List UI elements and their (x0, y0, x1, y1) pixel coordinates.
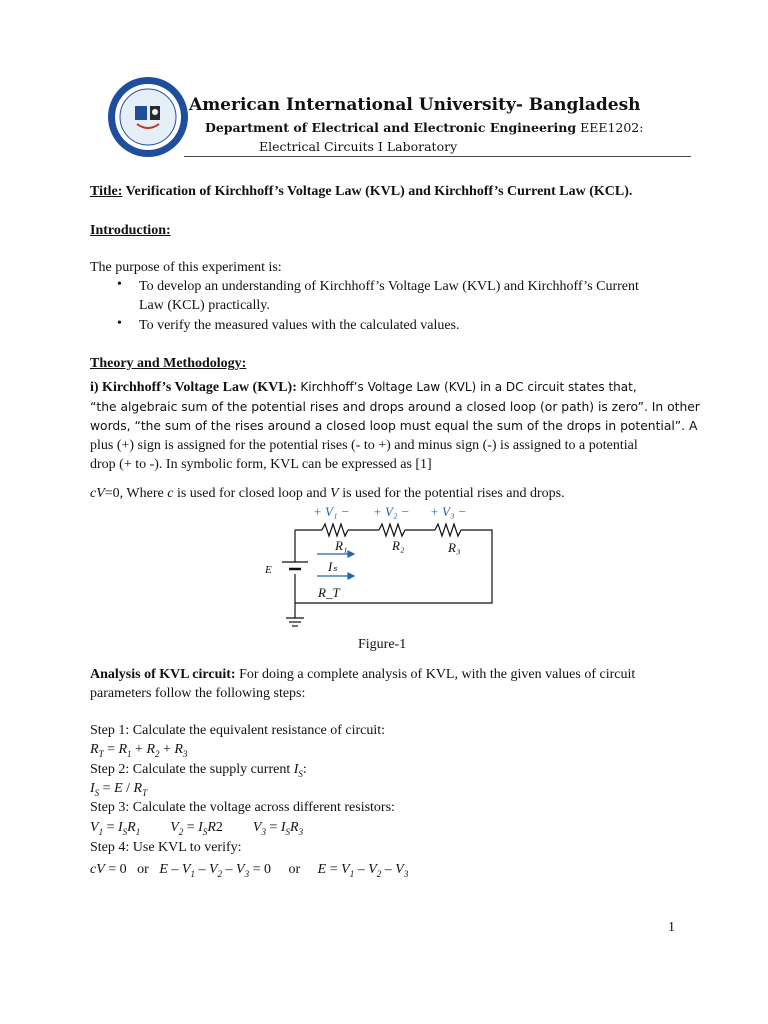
bullet-1-line-1: To develop an understanding of Kirchhoff’s Voltage Law (KVL) and Kirchhoff’s Current (139, 279, 639, 294)
step-2-colon: : (302, 762, 307, 777)
document-title (90, 182, 690, 201)
bullet-dot: • (117, 277, 122, 292)
kvl-line-1 (90, 378, 690, 397)
formula-rest-3: is used for the potential rises and drops. (338, 486, 565, 501)
introduction-heading: Introduction: (90, 223, 171, 238)
title-label: Title: (90, 184, 123, 199)
step-4: Step 4: Use KVL to verify: (90, 840, 242, 855)
page-number: 1 (668, 920, 675, 935)
or-2: or (288, 862, 301, 877)
figure-caption: Figure-1 (358, 637, 407, 652)
department-name: Department of Electrical and Electronic Engineering (205, 120, 577, 135)
kvl-label: i) Kirchhoff’s Voltage Law (KVL): (90, 380, 297, 395)
kvl-line-5: drop (+ to -). In symbolic form, KVL can be expressed as [1] (90, 457, 432, 472)
kvl-line-4: plus (+) sign is assigned for the potential rises (- to +) and minus sign (-) is assigned to a potential (90, 438, 638, 453)
introduction-lead: The purpose of this experiment is: (90, 260, 282, 275)
kvl-circuit-diagram (260, 500, 510, 630)
r3-label: R₃ (448, 540, 461, 555)
e-label: E (265, 564, 272, 576)
department-line (205, 120, 643, 135)
formula-cv: cV (90, 486, 105, 501)
formula-rest-1: =0, Where (104, 486, 168, 501)
v1-label: + V₁ − (313, 504, 350, 519)
theory-heading: Theory and Methodology: (90, 356, 247, 371)
title-text: Verification of Kirchhoff’s Voltage Law (KVL) and Kirchhoff’s Current Law (KCL). (125, 184, 633, 199)
r2-label: R₂ (392, 538, 405, 553)
voltage-equations: $V_1 = I_SR_1$ $V_2 = I_SR2$ $V_3 = I_SR_3$ (90, 820, 304, 837)
university-name: American International University- Bangladesh (189, 95, 641, 115)
formula-c: c (167, 486, 174, 501)
step-2: Step 2: Calculate the supply current $I_S$: (90, 762, 307, 779)
analysis-text-1: For doing a complete analysis of KVL, with the given values of circuit (239, 667, 636, 682)
header-divider (184, 156, 691, 157)
course-code: EEE1202: (580, 120, 644, 135)
v3-label: + V₃ − (430, 504, 467, 519)
bullet-1-line-2: Law (KCL) practically. (139, 298, 270, 313)
v2-label: + V₂ − (373, 504, 410, 519)
is-equation: $I_S = E / R_T$ (90, 781, 148, 798)
rt-label: R_T (318, 585, 340, 600)
is-label: Iₛ (328, 559, 338, 574)
kvl-line-2: “the algebraic sum of the potential rises and drops around a closed loop (or path) is zero”. In other (90, 400, 700, 414)
step-3: Step 3: Calculate the voltage across different resistors: (90, 800, 395, 815)
r1-label: R₁ (335, 538, 348, 553)
formula-rest-2: is used for closed loop and (173, 486, 331, 501)
step-2-text: Step 2: Calculate the supply current (90, 762, 294, 777)
course-name: Electrical Circuits I Laboratory (259, 139, 458, 154)
kvl-text-1: Kirchhoff’s Voltage Law (KVL) in a DC circuit states that, (300, 380, 637, 394)
university-logo (107, 76, 189, 158)
analysis-label: Analysis of KVL circuit: (90, 667, 236, 682)
formula-v: V (330, 486, 339, 501)
rt-equation: $R_T = R_1 + R_2 + R_3$ (90, 742, 188, 759)
analysis-line-2: parameters follow the following steps: (90, 686, 306, 701)
bullet-2: To verify the measured values with the calculated values. (139, 318, 460, 333)
kvl-line-3: words, “the sum of the rises around a closed loop must equal the sum of the drops in potential”. A (90, 419, 698, 433)
analysis-line-1 (90, 665, 690, 684)
or-1: or (137, 862, 149, 877)
bullet-dot: • (117, 316, 122, 331)
step-1: Step 1: Calculate the equivalent resistance of circuit: (90, 723, 386, 738)
kvl-verify-equation: cV = 0 or $E - V_1 - V_2 - V_3 = 0$ or $E = V_1 - V_2 - V_3$ (90, 862, 409, 879)
